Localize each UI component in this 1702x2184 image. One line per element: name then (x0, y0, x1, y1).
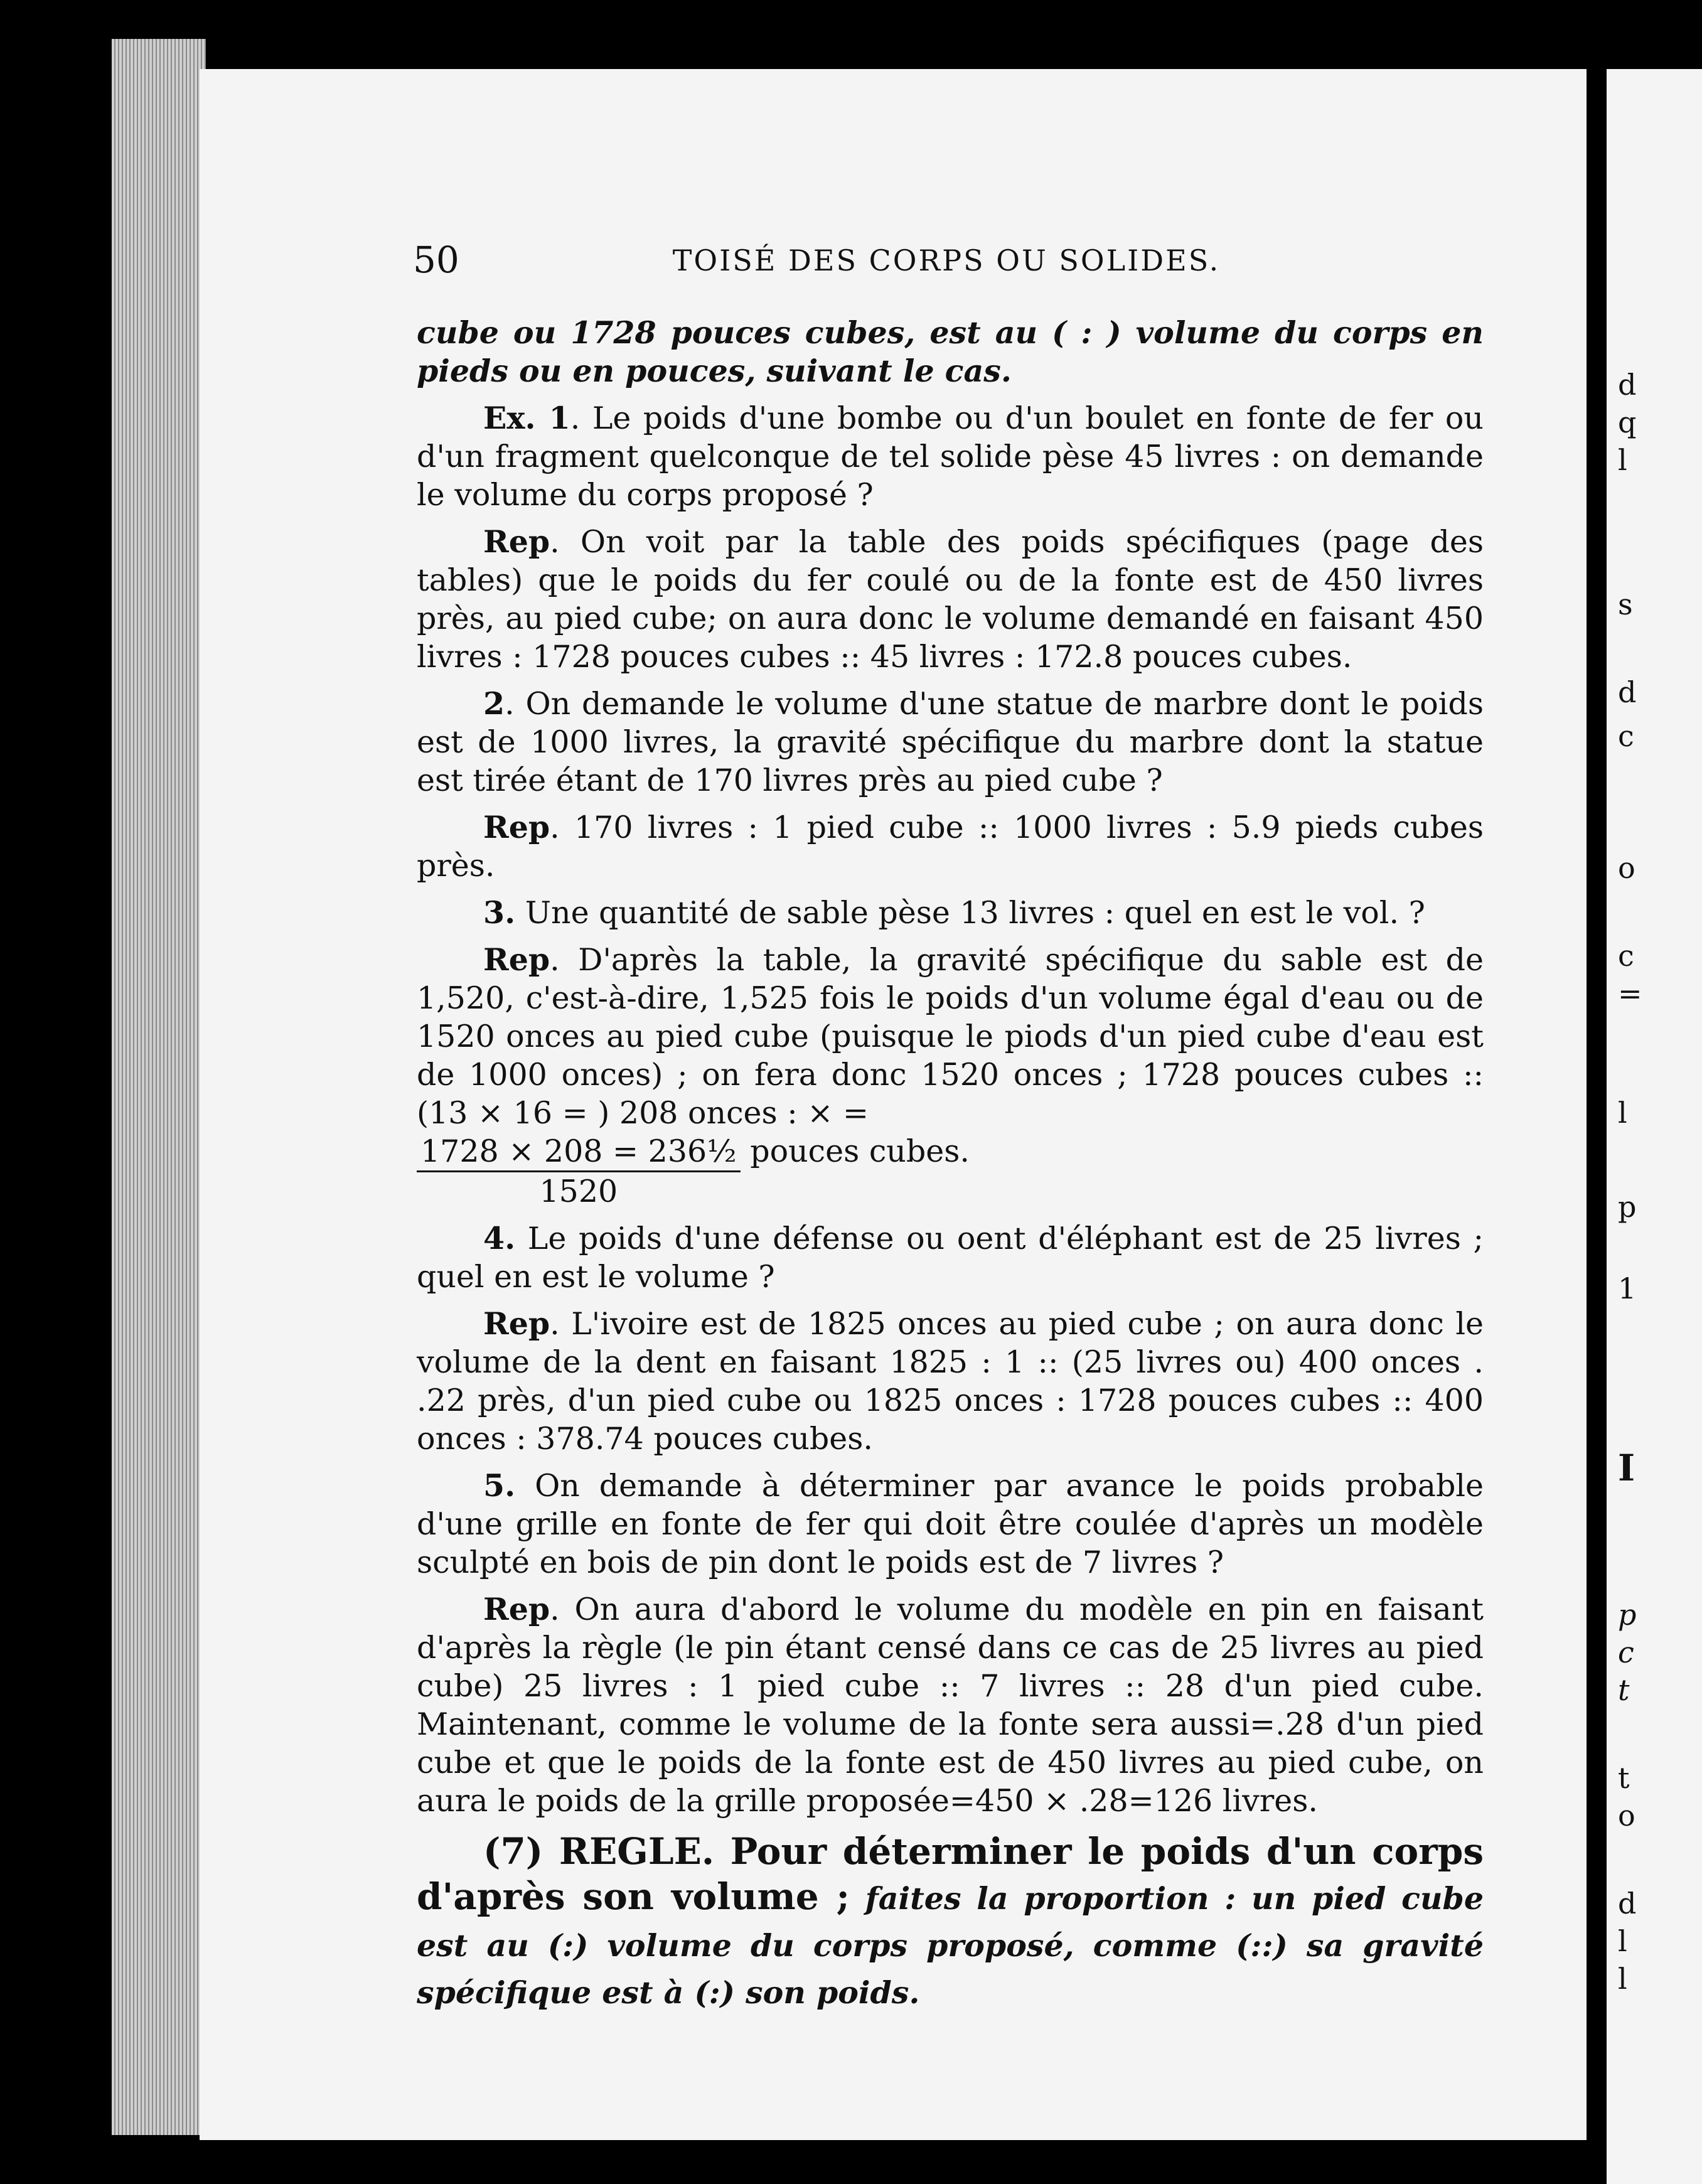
answer-label: Rep (483, 941, 550, 978)
answer-text: . L'ivoire est de 1825 onces au pied cube ; on aura donc le volume de la dent en faisant 1825 : 1 :: (25 livres ou) 400 onces . .22 près, d'un pied cube ou 1825 onces : 1728 pouces cubes :: 400 onces : 378.74 pouces cubes. (417, 1306, 1484, 1457)
answer-label: Rep (483, 1305, 550, 1342)
answer-4 (417, 1305, 1484, 1458)
numerator-text: 1728 × 208 = 236 (420, 1133, 707, 1169)
fraction-part: ½ (707, 1133, 737, 1169)
answer-label: Rep (483, 523, 550, 560)
running-title: TOISÉ DES CORPS OU SOLIDES. (672, 244, 1221, 277)
page-body (417, 314, 1484, 2024)
example-text: Une quantité de sable pèse 13 livres : quel en est le vol. ? (515, 895, 1425, 931)
example-label: 2 (483, 685, 505, 722)
right-fragment: l (1618, 1924, 1627, 1958)
right-fragment: q (1618, 405, 1637, 439)
page-header (413, 238, 1480, 289)
right-fragment: c (1618, 1635, 1634, 1669)
right-fragment: 1 (1618, 1271, 1637, 1305)
rule-italic-text: faites la proportion : un pied cube est au (:) volume du corps proposé, comme (::) sa gravité spécifique est à (:) son poids. (417, 1880, 1484, 2011)
example-text: On demande à déterminer par avance le poids probable d'une grille en fonte de fer qui doit être coulée d'après un modèle sculpté en bois de pin dont le poids est de 7 livres ? (417, 1468, 1484, 1580)
answer-1 (417, 523, 1484, 676)
example-3 (417, 894, 1484, 932)
rule-bold-text: . Pour déterminer le poids d'un corps d'après son volume ; (417, 1830, 1484, 1918)
example-text: . Le poids d'une bombe ou d'un boulet en fonte de fer ou d'un fragment quelconque de tel solide pèse 45 livres : on demande le volume du corps proposé ? (417, 400, 1484, 513)
right-fragment: t (1618, 1761, 1630, 1795)
right-page-edge (1607, 69, 1702, 2184)
fraction-after: pouces cubes. (740, 1133, 970, 1169)
example-label: 4. (483, 1220, 516, 1256)
right-fragment: l (1618, 443, 1627, 477)
example-text: Le poids d'une défense ou oent d'éléphant est de 25 livres ; quel en est le volume ? (417, 1221, 1484, 1295)
answer-label: Rep (483, 1591, 550, 1627)
right-fragment: s (1618, 587, 1633, 621)
right-fragment: d (1618, 1887, 1637, 1920)
rule-7 (417, 1829, 1484, 2015)
answer-3 (417, 941, 1484, 1132)
rule-label: (7) REGLE (483, 1830, 702, 1873)
example-4 (417, 1219, 1484, 1296)
right-fragment: d (1618, 368, 1637, 402)
right-fragment: c (1618, 719, 1634, 753)
right-fragment: = (1618, 977, 1642, 1010)
right-fragment: o (1618, 1799, 1635, 1833)
fraction-numerator (417, 1132, 741, 1172)
right-fragment: d (1618, 675, 1637, 709)
left-page (200, 69, 1587, 2140)
page-number: 50 (413, 238, 459, 281)
paragraph-continuation (417, 314, 1484, 390)
example-text: . On demande le volume d'une statue de marbre dont le poids est de 1000 livres, la gravité spécifique du marbre dont la statue est tirée étant de 170 livres près au pied cube ? (417, 686, 1484, 798)
example-label: 3. (483, 894, 516, 931)
fraction (417, 1132, 741, 1211)
answer-text: . 170 livres : 1 pied cube :: 1000 livres : 5.9 pieds cubes près. (417, 810, 1484, 884)
right-fragment: I (1618, 1447, 1635, 1489)
example-label: Ex. 1 (483, 400, 570, 436)
right-fragment: t (1618, 1673, 1630, 1707)
answer-text: . On voit par la table des poids spécifiques (page des tables) que le poids du fer coulé ou de la fonte est de 450 livres près, au pied cube; on aura donc le volume demandé en faisant 450 livres : 1728 pouces cubes :: 45 livres : 172.8 pouces cubes. (417, 524, 1484, 675)
fraction-denominator: 1520 (539, 1174, 618, 1209)
example-label: 5. (483, 1467, 516, 1504)
paragraph-text: cube ou 1728 pouces cubes, est au ( : ) volume du corps en pieds ou en pouces, suivant le cas. (417, 314, 1484, 389)
example-1 (417, 399, 1484, 514)
example-5 (417, 1467, 1484, 1582)
answer-2 (417, 808, 1484, 885)
answer-text: . On aura d'abord le volume du modèle en pin en faisant d'après la règle (le pin étant censé dans ce cas de 25 livres au pied cube) 25 livres : 1 pied cube :: 7 livres :: 28 d'un pied cube. Maintenant, comme le volume de la fonte sera aussi=.28 d'un pied cube et que le poids de la fonte est de 450 livres au pied cube, on aura le poids de la grille proposée=450 × .28=126 livres. (417, 1592, 1484, 1819)
answer-5 (417, 1590, 1484, 1820)
right-fragment: l (1618, 1096, 1627, 1130)
example-2 (417, 685, 1484, 800)
right-fragment: o (1618, 851, 1635, 885)
right-fragment: c (1618, 939, 1634, 973)
fraction-line (417, 1132, 1484, 1211)
right-fragment: l (1618, 1962, 1627, 1996)
answer-text: . D'après la table, la gravité spécifique du sable est de 1,520, c'est-à-dire, 1,525 fois le poids d'un volume égal d'eau ou de 1520 onces au pied cube (puisque le piods d'un pied cube d'eau est de 1000 onces) ; on fera donc 1520 onces ; 1728 pouces cubes :: (13 × 16 = ) 208 onces : × = (417, 942, 1484, 1131)
answer-label: Rep (483, 809, 550, 845)
book-page-edges (112, 39, 206, 2135)
right-fragment: p (1618, 1598, 1637, 1632)
right-fragment: p (1618, 1190, 1637, 1224)
